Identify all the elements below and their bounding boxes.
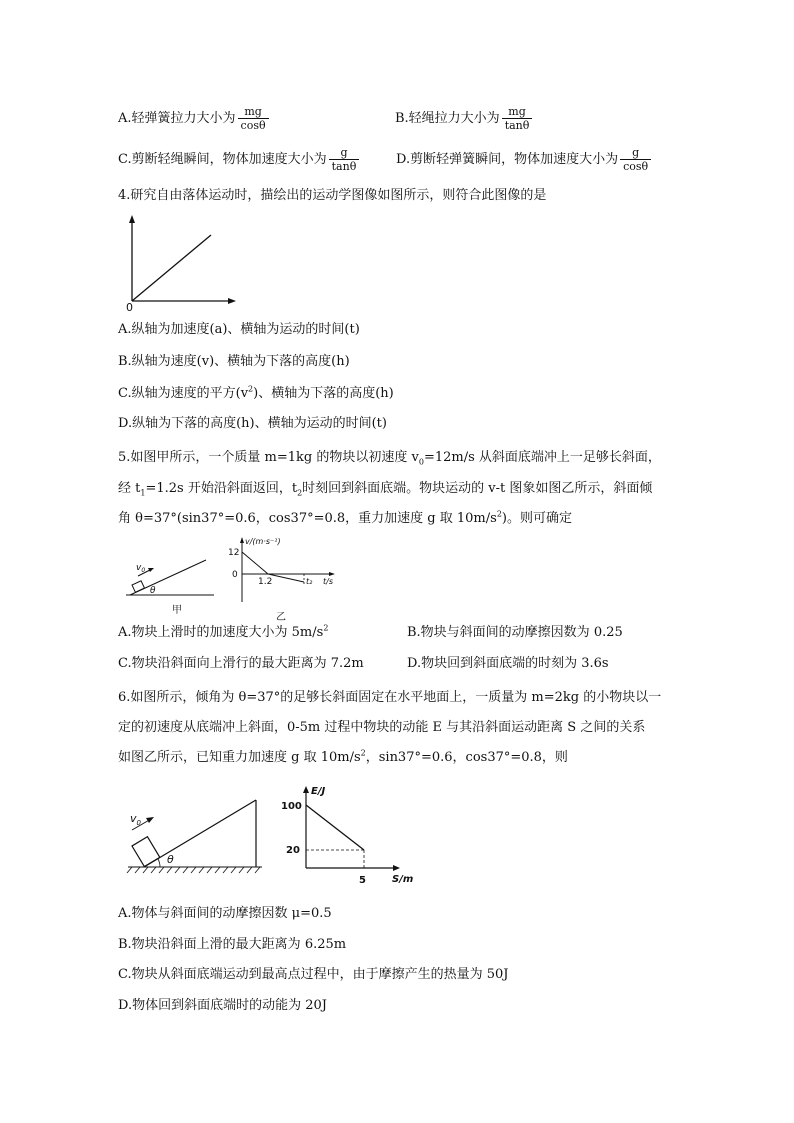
q6-option-d: D.物体回到斜面底端时的动能为 20J: [118, 998, 327, 1013]
q5-figure-yi: [224, 534, 344, 626]
block: [132, 837, 160, 867]
q6-option-a: A.物体与斜面间的动摩擦因数 μ=0.5: [118, 906, 332, 921]
q5-option-d: D.物块回到斜面底端的时刻为 3.6s: [407, 656, 609, 671]
q6-incline-figure: [124, 792, 274, 878]
fraction: $\frac{g}{\cos\theta}$: [620, 146, 651, 173]
tick-20: 20: [286, 845, 300, 856]
t-axis-label: t/s: [323, 577, 333, 586]
q6-stem-line-1: 6.如图所示，倾角为 θ=37°的足够长斜面固定在水平地面上，一质量为 m=2kg 的小物块以一: [118, 690, 662, 705]
q3-option-d: D.剪断轻弹簧瞬间，物体加速度大小为 $\frac{g}{\cos\theta}$: [396, 146, 651, 173]
q5-stem-line-3: 角 θ=37°(sin37°=0.6，cos37°=0.8，重力加速度 g 取 $10m/s^2$)。则可确定: [118, 509, 572, 526]
t-axis-arrow-icon: [329, 572, 335, 576]
q3-option-b: B.轻绳拉力大小为 $\frac{mg}{\tan\theta}$: [395, 105, 532, 132]
fraction: $\frac{mg}{\tan\theta}$: [502, 105, 533, 132]
q5-option-b: B.物块与斜面间的动摩擦因数为 0.25: [407, 625, 623, 640]
graph-line: [132, 235, 211, 301]
q3-option-a: A.轻弹簧拉力大小为 $\frac{mg}{\cos\theta}$: [118, 105, 269, 132]
q4-option-d: D.纵轴为下落的高度(h)、横轴为运动的时间(t): [118, 416, 387, 431]
q6-option-b: B.物块沿斜面上滑的最大距离为 6.25m: [118, 937, 347, 952]
origin-label: 0: [126, 301, 133, 313]
q5-figure-jia: [122, 558, 222, 623]
fraction: $\frac{mg}{\cos\theta}$: [238, 105, 269, 132]
tick-5: 5: [359, 875, 366, 886]
q6-energy-graph: [278, 782, 418, 886]
q4-graph: [122, 213, 242, 313]
slope-line: [144, 800, 256, 867]
theta-label: θ: [150, 586, 156, 596]
q4-option-b: B.纵轴为速度(v)、横轴为下落的高度(h): [118, 354, 350, 369]
v0-label: $v_0$: [130, 812, 141, 827]
q5-stem-line-2: 经 $t_1=1.2s$ 开始沿斜面返回，$t_2$时刻回到斜面底端。物块运动的 v-t 图象如图乙所示，斜面倾: [118, 481, 653, 498]
e-axis-label: E/J: [311, 786, 326, 797]
block: [132, 581, 144, 592]
v0-arrow-icon: [146, 817, 154, 823]
ground-hatch: [127, 867, 260, 873]
q5-option-c: C.物块沿斜面向上滑行的最大距离为 7.2m: [118, 656, 364, 671]
theta-label: θ: [167, 853, 174, 866]
s-axis-label: S/m: [392, 874, 414, 885]
figure-label-jia: 甲: [172, 605, 182, 616]
energy-line: [306, 805, 364, 850]
q4-option-a: A.纵轴为加速度(a)、横轴为运动的时间(t): [118, 322, 360, 337]
q6-stem-line-3: 如图乙所示，已知重力加速度 g 取 $10m/s^2$，sin37°=0.6，cos37°=0.8，则: [118, 748, 568, 765]
angle-arc: [158, 859, 160, 867]
q6-option-c: C.物块从斜面底端运动到最高点过程中，由于摩擦产生的热量为 50J: [118, 967, 509, 982]
tick-1-2: 1.2: [258, 577, 273, 587]
fraction: $\frac{g}{\tan\theta}$: [329, 146, 360, 173]
v-axis-arrow-icon: [240, 537, 244, 543]
tick-0: 0: [232, 570, 238, 580]
q3-option-c: C.剪断轻绳瞬间，物体加速度大小为 $\frac{g}{\tan\theta}$: [118, 146, 359, 173]
figure-label-yi: 乙: [276, 612, 286, 623]
v-axis-label: v/(m·s⁻¹): [245, 537, 281, 546]
y-axis-arrow-icon: [129, 215, 135, 223]
tick-12: 12: [228, 548, 240, 558]
segment-up: [242, 552, 268, 574]
q4-stem: 4.研究自由落体运动时，描绘出的运动学图像如图所示，则符合此图像的是: [118, 188, 547, 203]
e-axis-arrow-icon: [303, 786, 309, 793]
tick-100: 100: [281, 801, 302, 812]
q6-stem-line-2: 定的初速度从底端冲上斜面，0-5m 过程中物块的动能 E 与其沿斜面运动距离 S 之间的关系: [118, 720, 646, 735]
segment-down: [268, 574, 304, 582]
v0-label: $v_0$: [136, 563, 146, 574]
q5-option-a: A.物块上滑时的加速度大小为 $5m/s^2$: [118, 623, 329, 640]
q4-option-c: C.纵轴为速度的平方$(v^2)$、横轴为下落的高度(h): [118, 384, 394, 401]
q5-stem-line-1: 5.如图甲所示，一个质量 m=1kg 的物块以初速度 $v_0=12m/s$ 从斜面底端冲上一足够长斜面，: [118, 450, 661, 467]
x-axis-arrow-icon: [228, 298, 236, 304]
tick-t2: t₂: [306, 577, 313, 586]
s-axis-arrow-icon: [393, 865, 400, 871]
